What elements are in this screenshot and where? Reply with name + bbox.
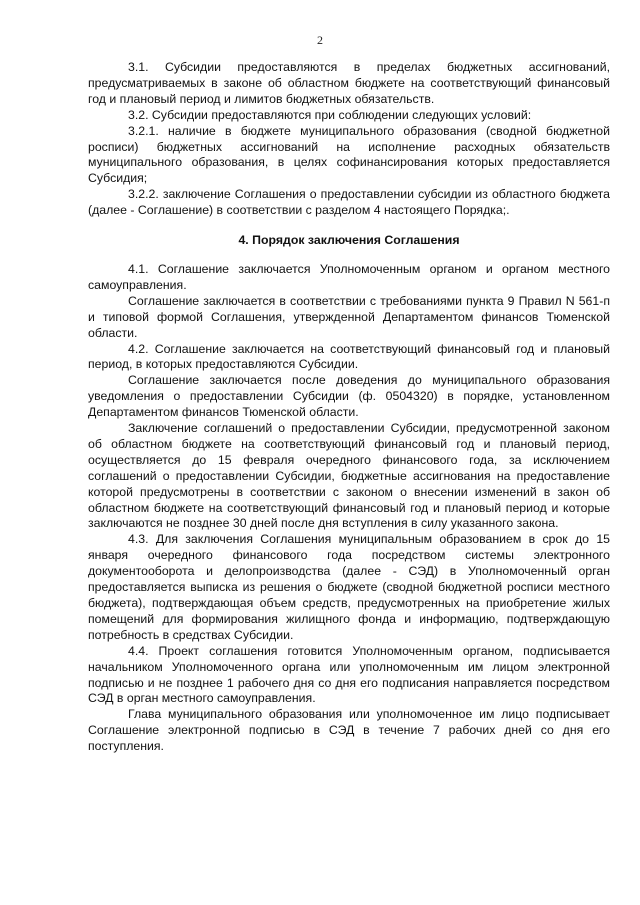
paragraph-3-2-2: 3.2.2. заключение Соглашения о предоставлении субсидии из областного бюджета (далее - Соглашение) в соответствии с разделом 4 настоящего Порядка;. <box>88 187 610 218</box>
paragraph-4-1: 4.1. Соглашение заключается Уполномоченным органом и органом местного самоуправления. <box>88 261 610 292</box>
paragraph-4-2: 4.2. Соглашение заключается на соответствующий финансовый год и плановый период, в которых предоставляются Субсидии. <box>88 341 610 372</box>
section-4-heading: 4. Порядок заключения Соглашения <box>238 233 460 248</box>
document-body <box>88 60 610 755</box>
paragraph-4-4: 4.4. Проект соглашения готовится Уполномоченным органом, подписывается начальником Уполномоченного органа или уполномоченным им лицом электронной подписью и не позднее 1 рабочего дня со дня его подписания направляется посредством СЭД в орган местного самоуправления. <box>88 643 610 706</box>
paragraph-3-2-1: 3.2.1. наличие в бюджете муниципального образования (сводной бюджетной росписи) бюджетных ассигнований на исполнение расходных обязательств муниципального образования, в целях софинансирования которых предоставляется Субсидия; <box>88 123 610 186</box>
paragraph-4-2-c: Заключение соглашений о предоставлении Субсидии, предусмотренной законом об областном бюджете на соответствующий финансовый год и плановый период, осуществляется до 15 февраля очередного финансового года, за исключением соглашений о предоставлении Субсидии, бюджетные ассигнования на предоставление которой предусмотрены в соответствии с законом о внесении изменений в закон об областном бюджете на соответствующий финансовый год и плановый период и которые заключаются не позднее 30 дней после дня вступления в силу указанного закона. <box>88 421 610 531</box>
paragraph-4-1-b: Соглашение заключается в соответствии с требованиями пункта 9 Правил N 561-п и типовой формой Соглашения, утвержденной Департаментом финансов Тюменской области. <box>88 293 610 340</box>
paragraph-3-2: 3.2. Субсидии предоставляются при соблюдении следующих условий: <box>128 107 532 122</box>
paragraph-4-3: 4.3. Для заключения Соглашения муниципальным образованием в срок до 15 января очередного финансового года посредством системы электронного документооборота и делопроизводства (далее - СЭД) в Уполномоченный орган предоставляется выписка из решения о бюджете (сводной бюджетной росписи местного бюджета), подтверждающая объем средств, предусмотренных на приобретение жилых помещений для формирования жилищного фонда и информацию, подтверждающую потребность в средствах Субсидии. <box>88 532 610 642</box>
page-number: 2 <box>317 33 323 47</box>
paragraph-4-4-b: Глава муниципального образования или уполномоченное им лицо подписывает Соглашение электронной подписью в СЭД в течение 7 рабочих дней со дня его поступления. <box>88 707 610 754</box>
paragraph-4-2-b: Соглашение заключается после доведения до муниципального образования уведомления о предоставлении Субсидии (ф. 0504320) в порядке, установленном Департаментом финансов Тюменской области. <box>88 373 610 420</box>
paragraph-3-1: 3.1. Субсидии предоставляются в пределах бюджетных ассигнований, предусматриваемых в законе об областном бюджете на соответствующий финансовый год и плановый период и лимитов бюджетных обязательств. <box>88 60 610 106</box>
